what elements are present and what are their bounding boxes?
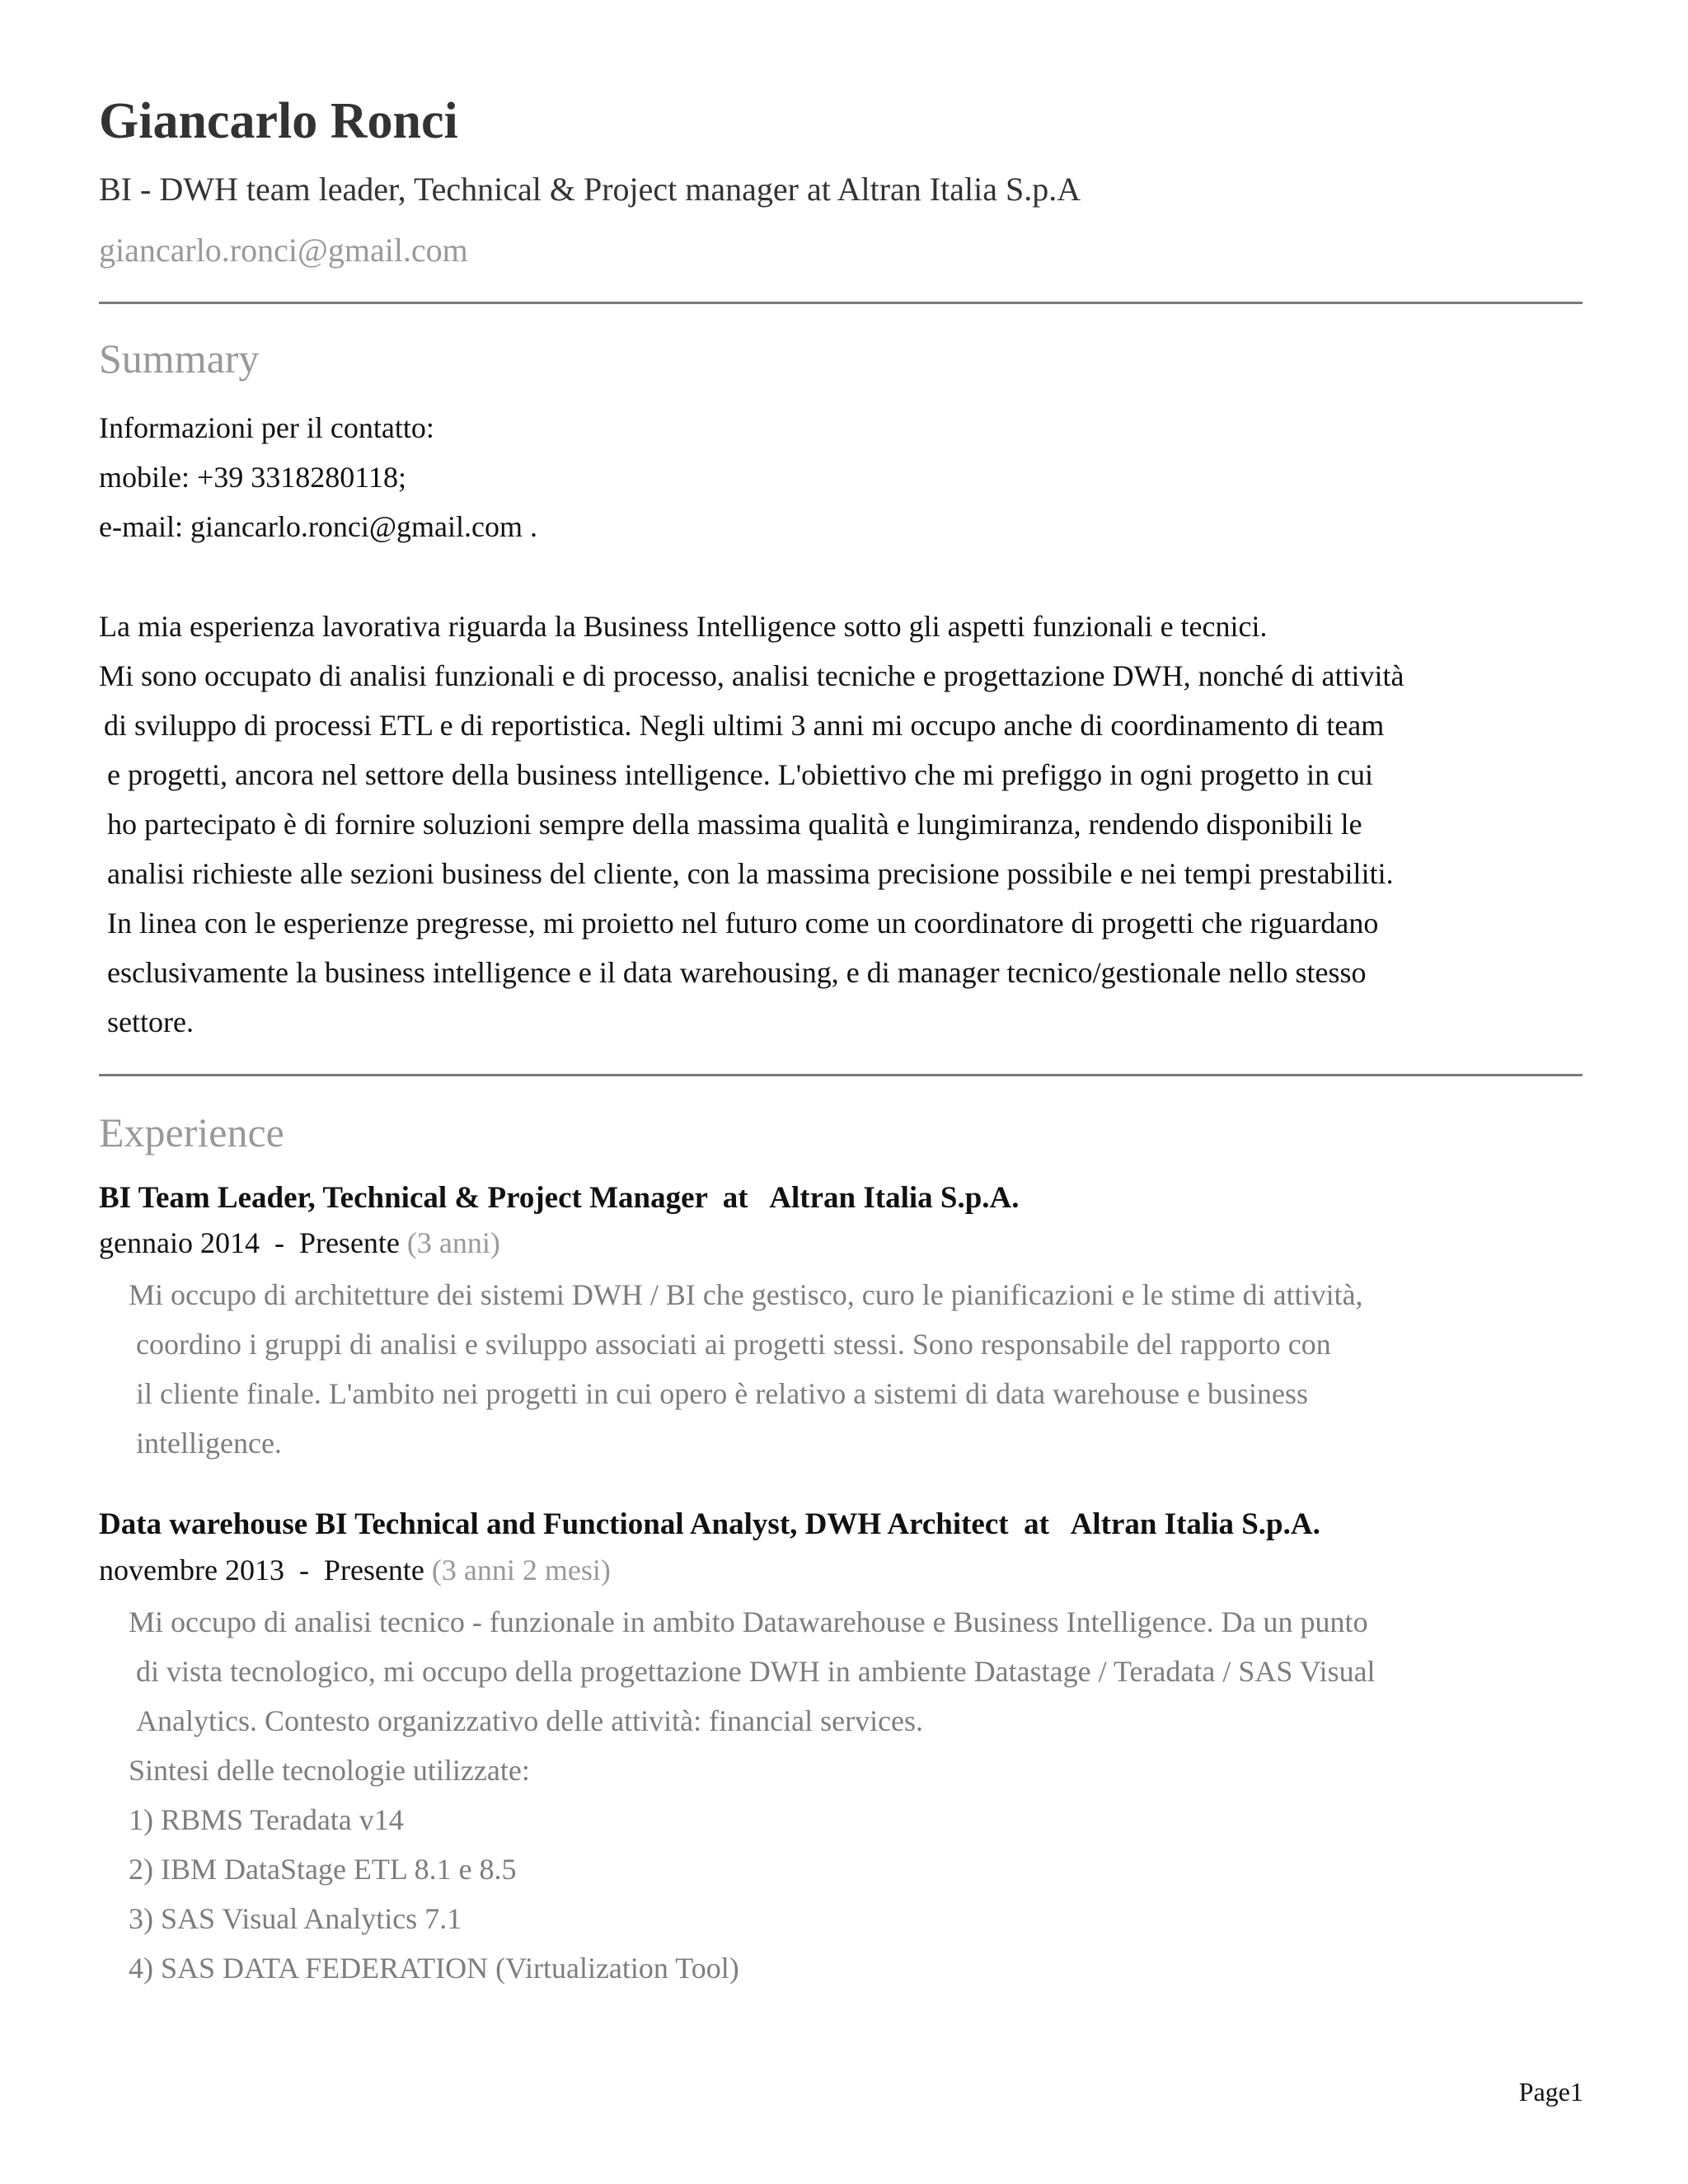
candidate-name: Giancarlo Ronci	[99, 93, 458, 149]
summary-line: esclusivamente la business intelligence e il data warehousing, e di manager tecnico/gestionale nello stesso	[107, 956, 1367, 989]
summary-divider	[99, 1074, 1582, 1076]
job-description-line: il cliente finale. L'ambito nei progetti in cui opero è relativo a sistemi di data warehouse e business	[136, 1377, 1309, 1410]
job-description-line: Sintesi delle tecnologie utilizzate:	[129, 1754, 530, 1787]
job-description-line: intelligence.	[136, 1427, 282, 1460]
job-description-line: di vista tecnologico, mi occupo della progettazione DWH in ambiente Datastage / Teradata / SAS Visual	[136, 1655, 1376, 1688]
job-date-range: gennaio 2014 - Presente	[99, 1226, 407, 1259]
job-description-line: Mi occupo di architetture dei sistemi DWH / BI che gestisco, curo le pianificazioni e le stime di attività,	[129, 1278, 1363, 1311]
page-number: Page1	[1518, 2077, 1583, 2107]
header-divider	[99, 302, 1582, 304]
candidate-email: giancarlo.ronci@gmail.com	[99, 232, 468, 269]
summary-line: settore.	[107, 1005, 194, 1038]
summary-line: e progetti, ancora nel settore della business intelligence. L'obiettivo che mi prefiggo in ogni progetto in cui	[107, 758, 1374, 791]
contact-line: mobile: +39 3318280118;	[99, 461, 406, 494]
job-date-range: novembre 2013 - Presente	[99, 1554, 432, 1586]
summary-line: La mia esperienza lavorativa riguarda la Business Intelligence sotto gli aspetti funzionali e tecnici.	[99, 610, 1268, 643]
summary-line: In linea con le esperienze pregresse, mi proietto nel futuro come un coordinatore di progetti che riguardano	[107, 907, 1379, 940]
job-description-line: 2) IBM DataStage ETL 8.1 e 8.5	[129, 1853, 517, 1886]
job-dates	[99, 1553, 611, 1587]
experience-title: Experience	[99, 1109, 284, 1155]
candidate-headline: BI - DWH team leader, Technical & Project manager at Altran Italia S.p.A	[99, 171, 1081, 208]
job-duration: (3 anni)	[406, 1226, 500, 1259]
job-title: BI Team Leader, Technical & Project Manager at Altran Italia S.p.A.	[99, 1181, 1020, 1215]
job-description-line: Analytics. Contesto organizzativo delle attività: financial services.	[136, 1704, 924, 1737]
job-description-line: Mi occupo di analisi tecnico - funzionale in ambito Datawarehouse e Business Intelligence. Da un punto	[129, 1605, 1368, 1638]
summary-line: ho partecipato è di fornire soluzioni sempre della massima qualità e lungimiranza, rendendo disponibili le	[107, 808, 1362, 841]
summary-line: di sviluppo di processi ETL e di reportistica. Negli ultimi 3 anni mi occupo anche di coordinamento di team	[104, 709, 1385, 742]
summary-line: analisi richieste alle sezioni business del cliente, con la massima precisione possibile e nei tempi prestabiliti.	[107, 857, 1394, 890]
job-dates	[99, 1226, 500, 1260]
job-title: Data warehouse BI Technical and Functional Analyst, DWH Architect at Altran Italia S.p.A.	[99, 1507, 1320, 1541]
summary-title: Summary	[99, 335, 260, 382]
summary-line: Mi sono occupato di analisi funzionali e di processo, analisi tecniche e progettazione DWH, nonché di attività	[99, 659, 1404, 692]
job-description-line: coordino i gruppi di analisi e sviluppo associati ai progetti stessi. Sono responsabile del rapporto con	[136, 1328, 1331, 1361]
job-description-line: 4) SAS DATA FEDERATION (Virtualization Tool)	[129, 1952, 739, 1985]
job-description-line: 3) SAS Visual Analytics 7.1	[129, 1902, 462, 1935]
contact-line: Informazioni per il contatto:	[99, 411, 434, 444]
job-duration: (3 anni 2 mesi)	[431, 1554, 611, 1586]
job-description-line: 1) RBMS Teradata v14	[129, 1803, 404, 1836]
contact-line: e-mail: giancarlo.ronci@gmail.com .	[99, 510, 537, 543]
